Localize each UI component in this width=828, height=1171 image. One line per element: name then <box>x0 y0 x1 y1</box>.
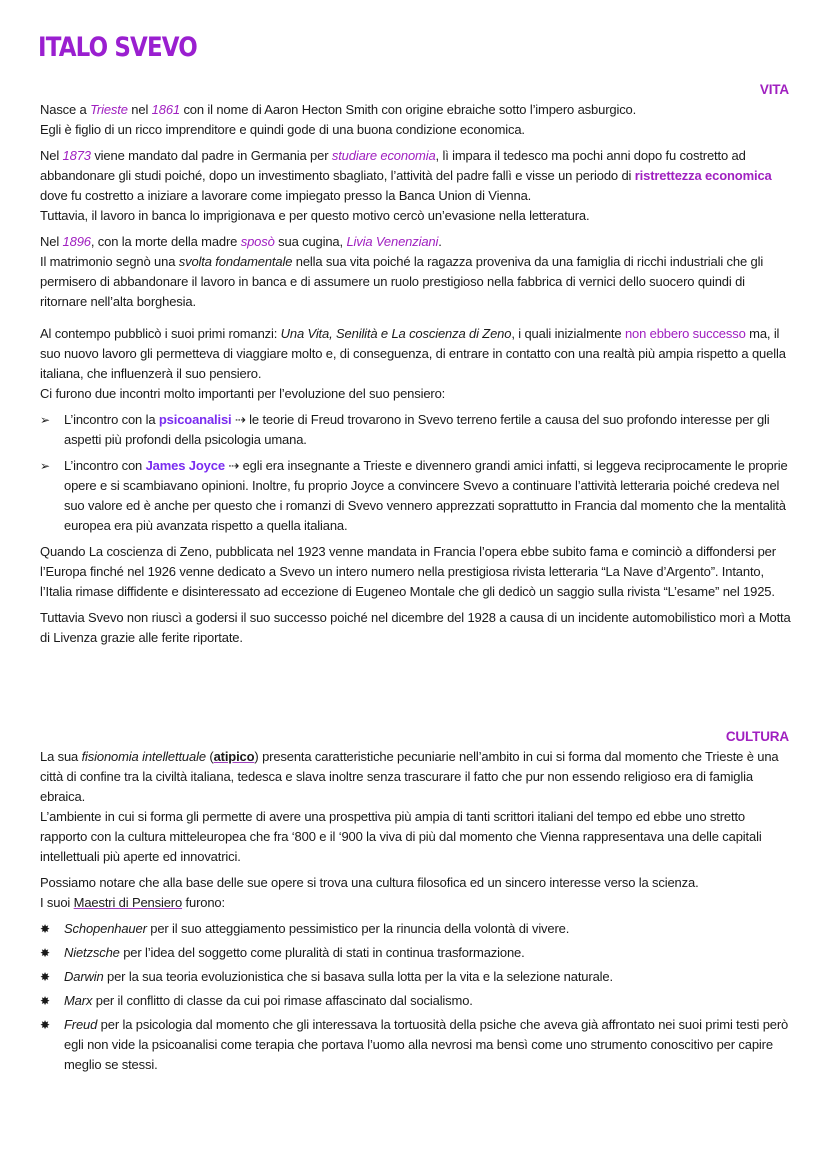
page-title: ITALO SVEVO <box>38 32 197 63</box>
text-run: per la psicologia dal momento che gli interessava la tortuosità della psiche che aveva già affrontato nei suoi primi testi però egli non vide la psicoanalisi come terapia che portava l’uomo alla nevrosi ma bensì come uno strumento conoscitivo per capire meglio se stessi. <box>64 1017 789 1072</box>
text-run: Marx <box>64 993 93 1008</box>
text-run: Nasce a <box>40 102 91 117</box>
list-item <box>40 1015 792 1075</box>
paragraph <box>40 608 792 648</box>
text-run: svolta fondamentale <box>178 254 293 269</box>
text-run: per l’idea del soggetto come pluralità di stati in continua trasformazione. <box>119 945 525 960</box>
text-run: nel <box>127 102 152 117</box>
list-item <box>40 456 792 536</box>
text-run: James Joyce <box>145 458 225 473</box>
section-heading-cultura: CULTURA <box>725 729 789 744</box>
text-run: atipico <box>213 749 255 764</box>
text-run: Tuttavia Svevo non riuscì a godersi il suo successo poiché nel dicembre del 1928 a causa di un incidente automobilistico morì a Motta di Livenza grazie alle ferite riportate. <box>40 610 791 645</box>
text-run: ⇢ le teorie di Freud trovarono in Svevo terreno fertile a causa del suo profondo interesse per gli aspetti più profondi della psicologia umana. <box>64 412 770 447</box>
bullet-list <box>40 919 792 1075</box>
text-run: Possiamo notare che alla base delle sue opere si trova una cultura filosofica ed un sincero interesse verso la scienza. <box>40 875 699 890</box>
text-run: 1861 <box>151 102 180 117</box>
paragraph <box>40 232 792 312</box>
text-run: viene mandato dal padre in Germania per <box>90 148 332 163</box>
text-run: per la sua teoria evoluzionistica che si basava sulla lotta per la vita e la selezione naturale. <box>103 969 613 984</box>
text-run: La sua <box>40 749 82 764</box>
text-run: ( <box>205 749 214 764</box>
text-run: , con la morte della madre <box>90 234 241 249</box>
list-item <box>40 967 792 987</box>
text-run: Al contempo pubblicò i suoi primi romanzi: <box>40 326 281 341</box>
section-heading-vita: VITA <box>759 82 789 97</box>
paragraph <box>40 146 792 226</box>
text-run: con il nome di Aaron Hecton Smith con origine ebraiche sotto l’impero asburgico. <box>179 102 637 117</box>
text-run: L’ambiente in cui si forma gli permette di avere una prospettiva più ampia di tanti scrittori italiani del tempo ed ebbe uno stretto rapporto con la cultura mitteleuropea che fra ‘800 e il ‘900 la viva di più dal momento che Vienna rappresentava una delle capitali intellettuali più aperte ed innovatrici. <box>40 809 762 864</box>
arrow-bullet-icon: ➢ <box>40 459 50 473</box>
list-item <box>40 919 792 939</box>
bullet-list <box>40 410 792 536</box>
section-cultura <box>40 747 792 1081</box>
text-run: furono: <box>182 895 225 910</box>
text-run: 1873 <box>62 148 91 163</box>
text-run: ⇢ egli era insegnante a Trieste e divennero grandi amici infatti, si leggeva reciprocamente le proprie opere e si scambiavano opinioni. Inoltre, fu proprio Joyce a convincere Svevo a continuare l’attività letteraria poiché credeva nel suo valore ed è anche per questo che i romanzi di Svevo vennero apprezzati soprattutto in Francia dal momento che la mentalità europea era più avanzata rispetto a quella italiana. <box>64 458 788 533</box>
text-run: L’incontro con la <box>64 412 159 427</box>
paragraph <box>40 324 792 404</box>
text-run: , i quali inizialmente <box>511 326 625 341</box>
text-run: per il suo atteggiamento pessimistico per la rinuncia della volontà di vivere. <box>146 921 570 936</box>
arrow-bullet-icon: ➢ <box>40 413 50 427</box>
text-run: Darwin <box>64 969 104 984</box>
text-run: I suoi <box>40 895 74 910</box>
text-run: , lì impara il tedesco ma pochi anni dopo fu costretto ad abbandonare gli studi poiché, dopo un investimento sbagliato, l’attività del padre fallì e visse un periodo di <box>40 148 746 183</box>
text-run: Una Vita, Senilità e La coscienza di Zeno <box>280 326 512 341</box>
text-run: Quando La coscienza di Zeno, pubblicata nel 1923 venne mandata in Francia l’opera ebbe subito fama e cominciò a diffondersi per l’Europa finché nel 1926 venne dedicato a Svevo un intero numero nella prestigiosa rivista letteraria “La Nave d’Argento”. Intanto, l’Italia rimase diffidente e disinteressato ad eccezione di Eugeneo Montale che gli dedicò un saggio sulla rivista “L’esame” nel 1925. <box>40 544 776 599</box>
text-run: Il matrimonio segnò una <box>40 254 179 269</box>
asterisk-bullet-icon: ✸ <box>40 946 50 960</box>
paragraph <box>40 100 792 140</box>
asterisk-bullet-icon: ✸ <box>40 994 50 1008</box>
text-run: ristrettezza economica <box>634 168 772 183</box>
asterisk-bullet-icon: ✸ <box>40 922 50 936</box>
text-run: non ebbero successo <box>624 326 746 341</box>
text-run: sposò <box>240 234 275 249</box>
text-run: Trieste <box>90 102 128 117</box>
text-run: Tuttavia, il lavoro in banca lo imprigionava e per questo motivo cercò un’evasione nella letteratura. <box>40 208 590 223</box>
paragraph <box>40 873 792 913</box>
list-item <box>40 410 792 450</box>
asterisk-bullet-icon: ✸ <box>40 1018 50 1032</box>
asterisk-bullet-icon: ✸ <box>40 970 50 984</box>
text-run: Maestri di Pensiero <box>73 895 183 910</box>
paragraph <box>40 542 792 602</box>
list-item <box>40 991 792 1011</box>
text-run: Freud <box>64 1017 98 1032</box>
text-run: psicoanalisi <box>158 412 232 427</box>
text-run: Nel <box>40 234 63 249</box>
text-run: Nietzsche <box>64 945 120 960</box>
text-run: ma, il suo nuovo lavoro gli permetteva di viaggiare molto e, di conseguenza, di entrare in contatto con una realtà più ampia rispetto a quella italiana, che influenzerà il suo pensiero. <box>40 326 786 381</box>
text-run: 1896 <box>62 234 91 249</box>
text-run: Nel <box>40 148 63 163</box>
text-run: . <box>438 234 442 249</box>
list-item <box>40 943 792 963</box>
text-run: Schopenhauer <box>64 921 147 936</box>
text-run: Livia Venenziani <box>346 234 439 249</box>
text-run: sua cugina, <box>274 234 347 249</box>
text-run: fisionomia intellettuale <box>81 749 206 764</box>
text-run: studiare economia <box>331 148 436 163</box>
text-run: nella sua vita poiché la ragazza proveniva da una famiglia di ricchi industriali che gli permisero di abbandonare il lavoro in banca e di assumere un ruolo prestigioso nella fabbrica di vernici dello suocero quindi di ritornare nell’alta borghesia. <box>40 254 764 309</box>
section-vita <box>40 100 792 654</box>
paragraph <box>40 747 792 867</box>
text-run: per il conflitto di classe da cui poi rimase affascinato dal socialismo. <box>92 993 473 1008</box>
text-run: ) presenta caratteristiche pecuniarie nell’ambito in cui si forma dal momento che Trieste è una città di confine tra la civiltà italiana, tedesca e slava inoltre senza trascurare il fatto che pur non essendo religioso era di famiglia ebraica. <box>40 749 779 804</box>
text-run: dove fu costretto a iniziare a lavorare come impiegato presso la Banca Union di Vienna. <box>40 188 532 203</box>
text-run: Egli è figlio di un ricco imprenditore e quindi gode di una buona condizione economica. <box>40 122 525 137</box>
text-run: L’incontro con <box>64 458 146 473</box>
text-run: Ci furono due incontri molto importanti per l’evoluzione del suo pensiero: <box>40 386 446 401</box>
